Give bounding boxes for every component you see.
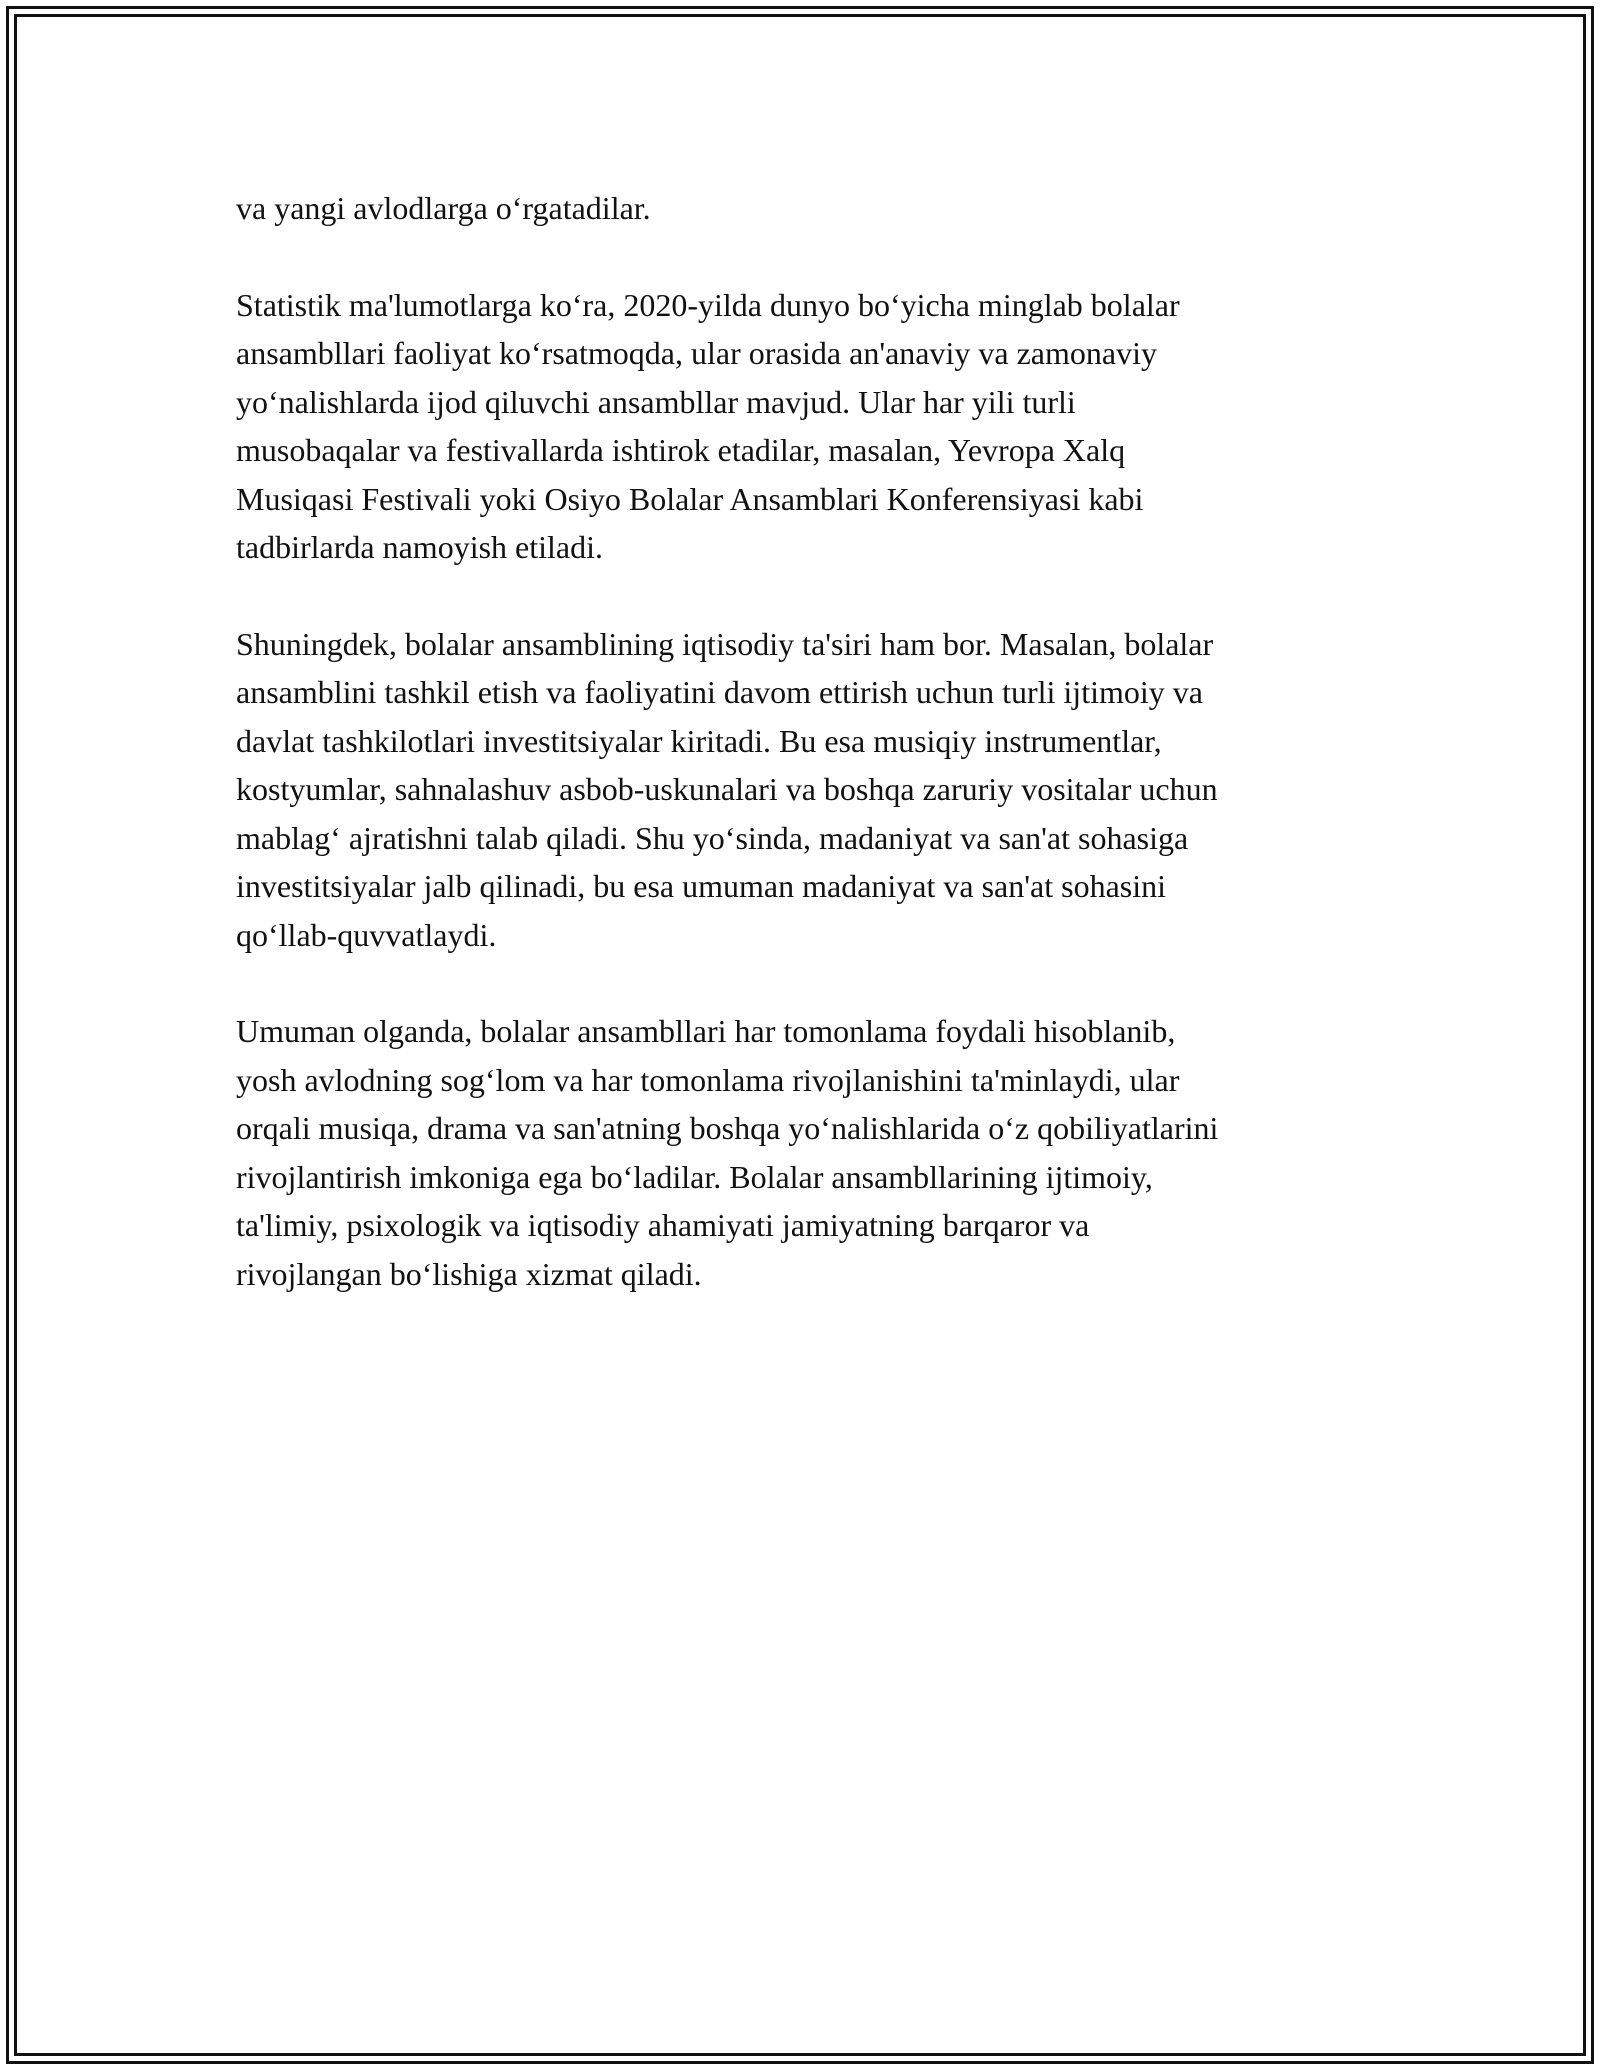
text-line: musobaqalar va festivallarda ishtirok etadilar, masalan, Yevropa Xalq (236, 432, 1126, 468)
text-line: Musiqasi Festivali yoki Osiyo Bolalar Ansamblari Konferensiyasi kabi (236, 480, 1144, 517)
paragraph-2 (236, 281, 1386, 572)
text-line: Umuman olganda, bolalar ansambllari har tomonlama foydali hisoblanib, (236, 1013, 1176, 1049)
text-line: ta'limiy, psixologik va iqtisodiy ahamiyati jamiyatning barqaror va (236, 1207, 1090, 1243)
text-line: yo‘nalishlarda ijod qiluvchi ansambllar mavjud. Ular har yili turli (236, 383, 1076, 420)
document-body (236, 184, 1386, 1298)
text-line: ansamblini tashkil etish va faoliyatini davom ettirish uchun turli ijtimoiy va (236, 674, 1203, 710)
text-line: rivojlangan bo‘lishiga xizmat qiladi. (236, 1255, 702, 1292)
text-line: yosh avlodning sog‘lom va har tomonlama rivojlanishini ta'minlaydi, ular (236, 1061, 1180, 1098)
text-line: Shuningdek, bolalar ansamblining iqtisodiy ta'siri ham bor. Masalan, bolalar (236, 625, 1214, 662)
text-line: orqali musiqa, drama va san'atning boshqa yo‘nalishlarida o‘z qobiliyatlarini (236, 1110, 1219, 1146)
text-line: kostyumlar, sahnalashuv asbob-uskunalari va boshqa zaruriy vositalar uchun (236, 771, 1218, 807)
paragraph-1 (236, 184, 1386, 233)
text-line: Statistik ma'lumotlarga ko‘ra, 2020-yilda dunyo bo‘yicha minglab bolalar (236, 286, 1180, 323)
paragraph-4 (236, 1007, 1386, 1298)
paragraph-3 (236, 620, 1386, 960)
text-line: investitsiyalar jalb qilinadi, bu esa umuman madaniyat va san'at sohasini (236, 868, 1166, 904)
text-line: tadbirlarda namoyish etiladi. (236, 529, 603, 565)
text-line: mablag‘ ajratishni talab qiladi. Shu yo‘sinda, madaniyat va san'at sohasiga (236, 819, 1189, 856)
text-line: ansambllari faoliyat ko‘rsatmoqda, ular orasida an'anaviy va zamonaviy (236, 335, 1157, 371)
text-line: qo‘llab-quvvatlaydi. (236, 916, 497, 953)
text-line: rivojlantirish imkoniga ega bo‘ladilar. Bolalar ansambllarining ijtimoiy, (236, 1158, 1153, 1195)
text-line: davlat tashkilotlari investitsiyalar kiritadi. Bu esa musiqiy instrumentlar, (236, 722, 1162, 759)
text-line: va yangi avlodlarga o‘rgatadilar. (236, 190, 651, 226)
